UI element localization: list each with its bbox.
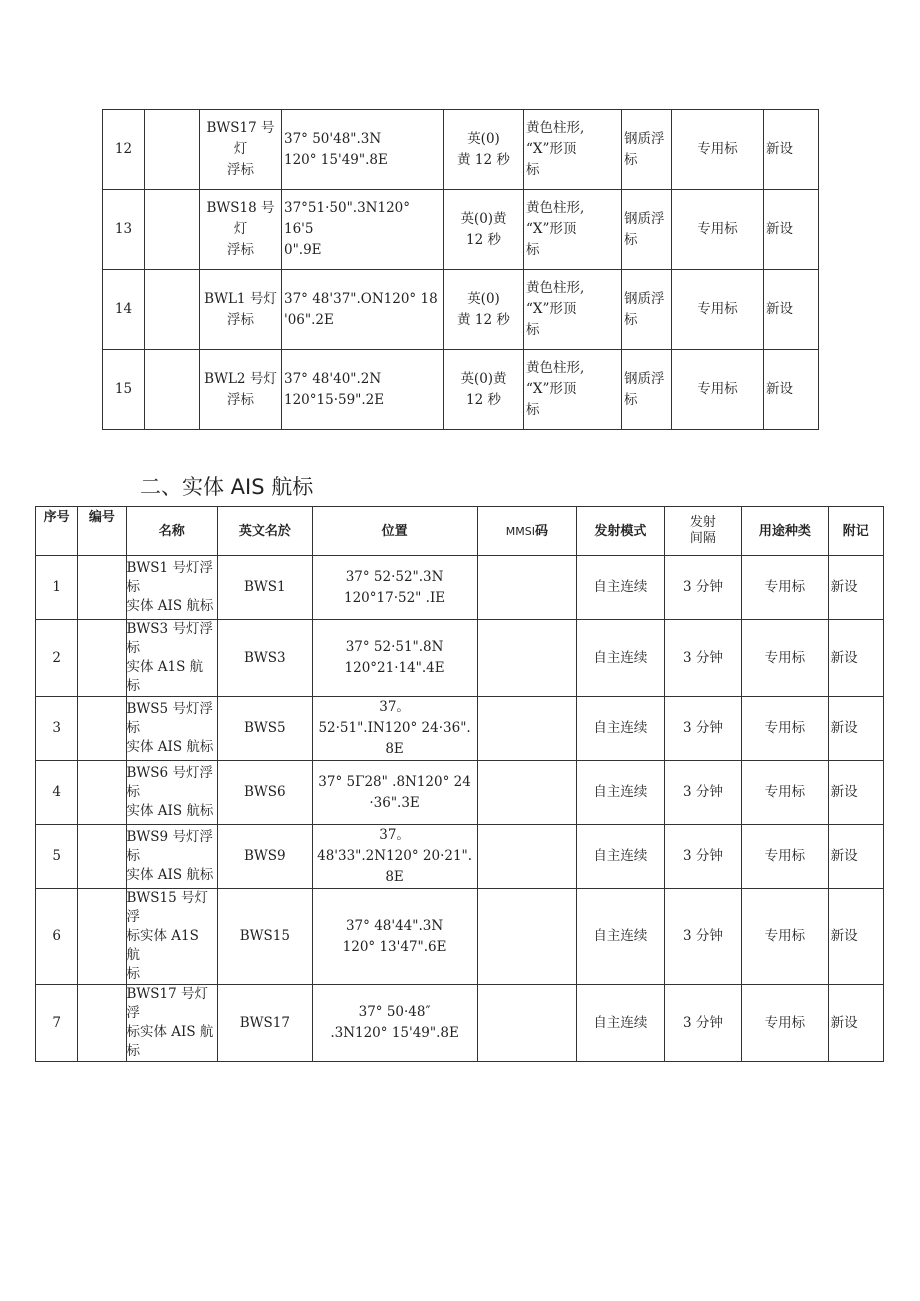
cell-no: 5 [36,825,78,889]
cell-mat: 钢质浮 标 [622,350,672,430]
cell-mode: 自主连续 [577,620,665,697]
header-pos: 位置 [312,507,477,556]
cell-use: 专用标 [742,761,829,825]
header-note: 附记 [828,507,883,556]
cell-note: 新设 [764,190,819,270]
header-mmsi-a: MMSI [505,524,535,538]
cell-en: BWS5 [218,697,313,761]
cell-code [78,985,126,1062]
header-en: 英文名於 [218,507,313,556]
cell-interval: 3 分钟 [664,697,741,761]
table-row [36,889,884,985]
ais-aid-table [35,506,884,1062]
cell-note: 新设 [828,556,883,620]
light-buoy-table [102,109,819,430]
cell-code [145,190,200,270]
cell-name: BWS3 号灯浮标 实体 A1S 航标 [126,620,218,697]
cell-no: 14 [103,270,145,350]
cell-pos: 37。 52·51".IN120° 24·36". 8E [312,697,477,761]
table-row [36,825,884,889]
table-row [36,761,884,825]
cell-interval: 3 分钟 [664,761,741,825]
cell-shape: 黄色柱形, “X”形顶 标 [524,270,622,350]
table-row [36,556,884,620]
table-row [103,110,819,190]
cell-use: 专用标 [672,190,764,270]
cell-name: BWS17 号灯浮 标实体 AIS 航 标 [126,985,218,1062]
table-row [103,190,819,270]
cell-code [145,110,200,190]
cell-pos: 37° 52·52".3N 120°17·52" .IE [312,556,477,620]
cell-pos: 37° 52·51".8N 120°21·14".4E [312,620,477,697]
cell-use: 专用标 [742,697,829,761]
cell-shape: 黄色柱形, “X”形顶 标 [524,350,622,430]
cell-no: 13 [103,190,145,270]
cell-mode: 自主连续 [577,761,665,825]
cell-en: BWS1 [218,556,313,620]
header-name: 名称 [126,507,218,556]
cell-en: BWS15 [218,889,313,985]
cell-shape: 黄色柱形, “X”形顶 标 [524,190,622,270]
cell-note: 新设 [764,270,819,350]
cell-name: BWS6 号灯浮标 实体 AIS 航标 [126,761,218,825]
cell-interval: 3 分钟 [664,985,741,1062]
table-row [36,697,884,761]
cell-mode: 自主连续 [577,556,665,620]
cell-no: 4 [36,761,78,825]
cell-use: 专用标 [742,825,829,889]
cell-no: 12 [103,110,145,190]
cell-light: 英(0)黄 12 秒 [444,350,524,430]
header-no: 序号 [36,507,78,556]
header-code: 编号 [78,507,126,556]
cell-light: 英(0) 黄 12 秒 [444,110,524,190]
cell-pos: 37° 48'44".3N 120° 13'47".6E [312,889,477,985]
cell-interval: 3 分钟 [664,620,741,697]
cell-use: 专用标 [742,556,829,620]
cell-en: BWS9 [218,825,313,889]
cell-mode: 自主连续 [577,985,665,1062]
cell-code [78,697,126,761]
cell-note: 新设 [828,985,883,1062]
cell-pos: 37° 48'37".ON120° 18 '06".2E [282,270,444,350]
table-header-row [36,507,884,556]
cell-interval: 3 分钟 [664,825,741,889]
cell-en: BWS6 [218,761,313,825]
cell-name: BWS17 号灯 浮标 [200,110,282,190]
cell-en: BWS3 [218,620,313,697]
cell-mode: 自主连续 [577,825,665,889]
cell-note: 新设 [764,110,819,190]
cell-no: 7 [36,985,78,1062]
cell-pos: 37°51·50".3N120° 16'5 0".9E [282,190,444,270]
table-row [103,270,819,350]
header-mmsi [477,507,577,556]
header-interval: 发射 间隔 [664,507,741,556]
cell-mat: 钢质浮 标 [622,190,672,270]
cell-pos: 37。 48'33".2N120° 20·21". 8E [312,825,477,889]
cell-mmsi [477,620,577,697]
cell-no: 2 [36,620,78,697]
cell-name: BWS15 号灯浮 标实体 A1S 航 标 [126,889,218,985]
cell-interval: 3 分钟 [664,889,741,985]
table-row [103,350,819,430]
cell-note: 新设 [828,620,883,697]
cell-mat: 钢质浮 标 [622,270,672,350]
cell-code [78,889,126,985]
cell-use: 专用标 [742,985,829,1062]
cell-use: 专用标 [742,889,829,985]
cell-pos: 37° 50·48″ .3N120° 15'49".8E [312,985,477,1062]
header-mode: 发射模式 [577,507,665,556]
cell-note: 新设 [828,697,883,761]
cell-en: BWS17 [218,985,313,1062]
cell-no: 3 [36,697,78,761]
cell-no: 1 [36,556,78,620]
cell-name: BWS18 号灯 浮标 [200,190,282,270]
cell-use: 专用标 [672,350,764,430]
cell-mmsi [477,761,577,825]
cell-pos: 37° 50'48".3N 120° 15'49".8E [282,110,444,190]
cell-interval: 3 分钟 [664,556,741,620]
cell-name: BWL1 号灯 浮标 [200,270,282,350]
cell-name: BWS5 号灯浮标 实体 AIS 航标 [126,697,218,761]
cell-use: 专用标 [672,110,764,190]
section-title: 二、实体 AIS 航标 [140,475,314,499]
cell-code [78,620,126,697]
cell-name: BWL2 号灯 浮标 [200,350,282,430]
cell-use: 专用标 [672,270,764,350]
cell-code [78,556,126,620]
cell-use: 专用标 [742,620,829,697]
cell-mmsi [477,889,577,985]
cell-code [78,825,126,889]
cell-name: BWS1 号灯浮标 实体 AIS 航标 [126,556,218,620]
cell-pos: 37° 5Γ28" .8N120° 24 ·36".3E [312,761,477,825]
cell-note: 新设 [828,761,883,825]
table-row [36,620,884,697]
cell-note: 新设 [828,825,883,889]
cell-code [78,761,126,825]
cell-no: 15 [103,350,145,430]
cell-no: 6 [36,889,78,985]
cell-mmsi [477,697,577,761]
cell-name: BWS9 号灯浮标 实体 AIS 航标 [126,825,218,889]
cell-light: 英(0) 黄 12 秒 [444,270,524,350]
header-mmsi-b: 码 [534,523,548,539]
cell-light: 英(0)黄 12 秒 [444,190,524,270]
cell-note: 新设 [828,889,883,985]
cell-mat: 钢质浮 标 [622,110,672,190]
cell-mmsi [477,985,577,1062]
cell-code [145,270,200,350]
cell-mmsi [477,825,577,889]
cell-note: 新设 [764,350,819,430]
header-use: 用途种类 [742,507,829,556]
cell-shape: 黄色柱形, “X”形顶 标 [524,110,622,190]
cell-mode: 自主连续 [577,889,665,985]
cell-pos: 37° 48'40".2N 120°15·59".2E [282,350,444,430]
table-row [36,985,884,1062]
cell-code [145,350,200,430]
cell-mode: 自主连续 [577,697,665,761]
cell-mmsi [477,556,577,620]
